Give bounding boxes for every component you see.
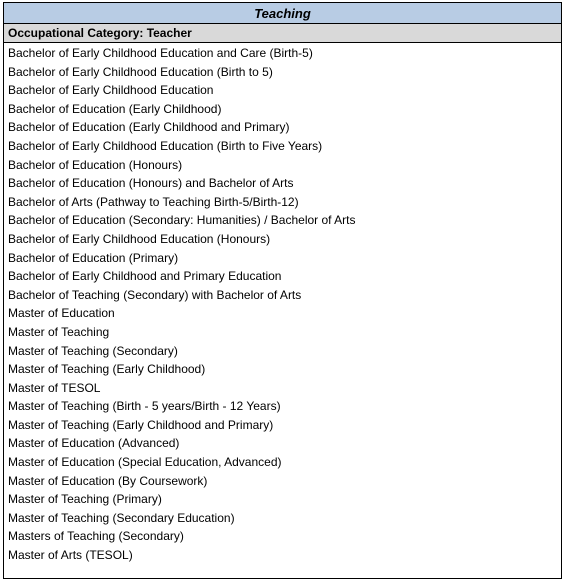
qualification-item: Master of Teaching (8, 324, 110, 339)
qualification-item: Master of Teaching (Secondary) (8, 343, 178, 358)
qualification-item: Bachelor of Early Childhood Education and Care (Birth-5) (8, 46, 313, 60)
qualification-item: Bachelor of Education (Early Childhood) (8, 101, 222, 116)
qualification-list (4, 43, 561, 565)
qualification-item: Bachelor of Early Childhood and Primary Education (8, 269, 282, 284)
qualification-item: Bachelor of Early Childhood Education (Birth to Five Years) (8, 138, 323, 153)
qualification-item: Bachelor of Early Childhood Education (8, 83, 214, 98)
qualification-item: Master of Teaching (Early Childhood and Primary) (8, 417, 274, 432)
qualification-item: Bachelor of Early Childhood Education (Honours) (8, 231, 271, 246)
qualification-item: Master of Education (8, 306, 115, 321)
qualification-item: Master of Teaching (Primary) (8, 492, 162, 507)
qualification-item: Masters of Teaching (Secondary) (8, 529, 184, 544)
qualification-item: Bachelor of Arts (Pathway to Teaching Birth-5/Birth-12) (8, 194, 299, 209)
qualification-item: Master of Education (Advanced) (8, 436, 180, 451)
qualification-item: Master of TESOL (8, 380, 101, 395)
qualification-item: Master of Teaching (Early Childhood) (8, 362, 206, 377)
qualification-item: Bachelor of Education (Early Childhood and Primary) (8, 120, 290, 135)
qualification-item: Master of Education (By Coursework) (8, 473, 208, 488)
qualification-item: Master of Education (Special Education, Advanced) (8, 455, 282, 470)
qualification-item: Master of Teaching (Secondary Education) (8, 510, 235, 525)
qualification-item: Bachelor of Early Childhood Education (Birth to 5) (8, 64, 273, 79)
qualification-item: Bachelor of Education (Secondary: Humanities) / Bachelor of Arts (8, 213, 356, 228)
qualification-item: Bachelor of Education (Honours) (8, 157, 183, 172)
qualification-item: Bachelor of Teaching (Secondary) with Bachelor of Arts (8, 287, 302, 302)
qualification-item: Master of Arts (TESOL) (8, 548, 133, 563)
qualifications-table (3, 2, 562, 579)
qualification-item: Bachelor of Education (Honours) and Bachelor of Arts (8, 176, 294, 191)
table-title: Teaching (4, 3, 561, 24)
category-heading: Occupational Category: Teacher (4, 24, 561, 43)
qualification-item: Bachelor of Education (Primary) (8, 250, 179, 265)
qualification-item: Master of Teaching (Birth - 5 years/Birth - 12 Years) (8, 399, 281, 414)
